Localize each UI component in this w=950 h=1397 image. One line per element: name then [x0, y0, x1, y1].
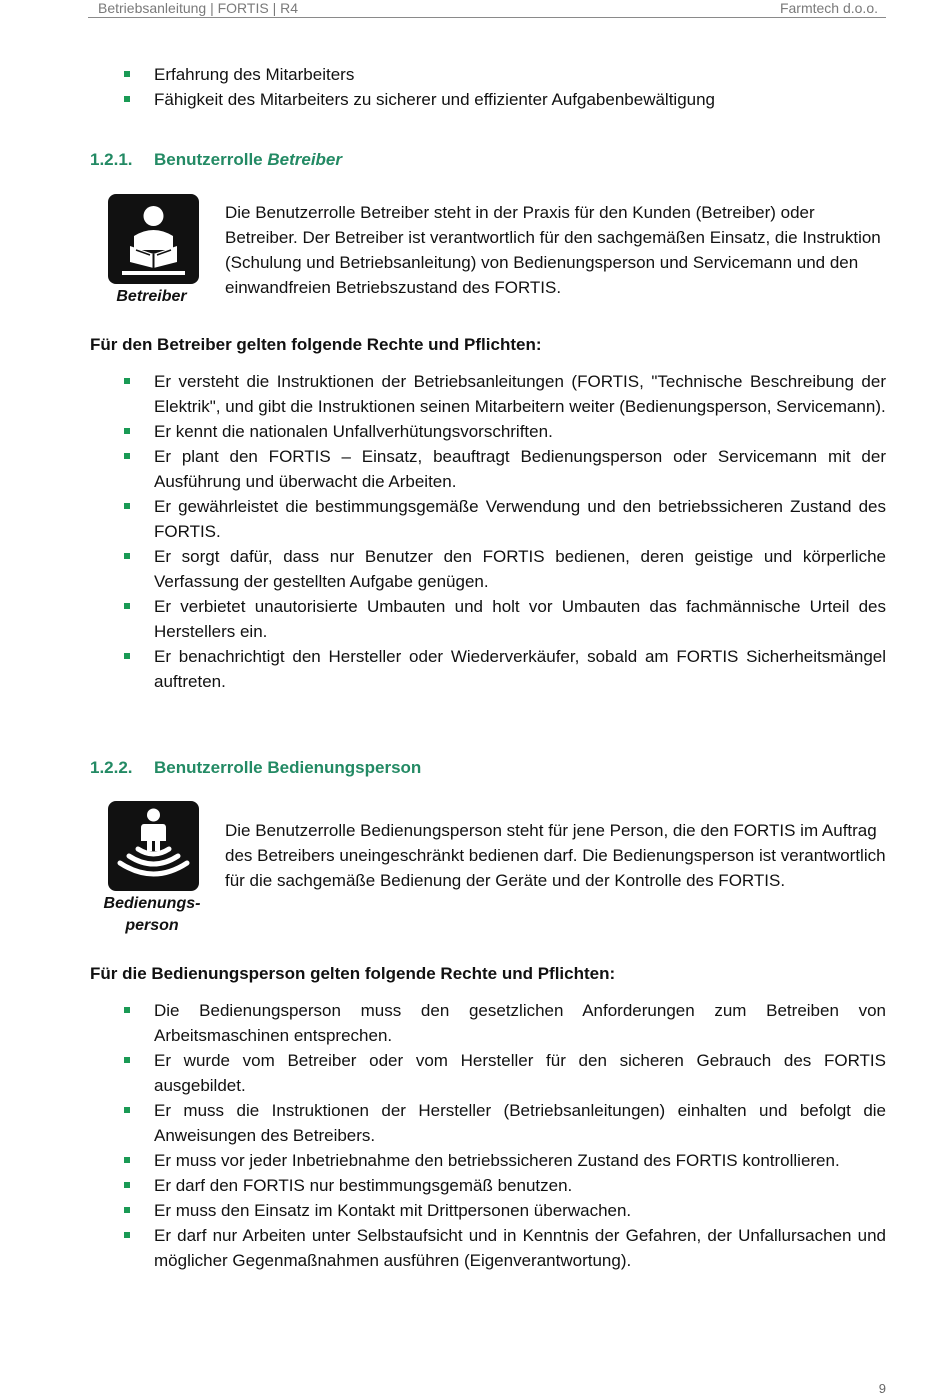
icon-caption-betreiber: Betreiber — [116, 288, 187, 305]
list-item: Fähigkeit des Mitarbeiters zu sicherer und effizienter Aufgabenbewältigung — [124, 87, 886, 112]
list-item: Er gewährleistet die bestimmungsgemäße Verwendung und den betriebssicheren Zustand des FORTIS. — [124, 494, 886, 544]
list-item: Die Bedienungsperson muss den gesetzlichen Anforderungen zum Betreiben von Arbeitsmaschinen entsprechen. — [124, 998, 886, 1048]
icon-caption-line2: person — [125, 917, 179, 934]
bullet-square-icon — [124, 1007, 130, 1013]
list-item: Er wurde vom Betreiber oder vom Hersteller für den sicheren Gebrauch des FORTIS ausgebildet. — [124, 1048, 886, 1098]
list-item: Er darf den FORTIS nur bestimmungsgemäß benutzen. — [124, 1173, 886, 1198]
page-header — [88, 0, 886, 18]
bullet-square-icon — [124, 96, 130, 102]
operator-reading-manual-icon — [108, 194, 199, 284]
section-heading-bedienungsperson — [90, 758, 421, 778]
list-item: Er sorgt dafür, dass nur Benutzer den FORTIS bedienen, deren geistige und körperliche Verfassung der gestellten Aufgabe genügen. — [124, 544, 886, 594]
bullet-square-icon — [124, 378, 130, 384]
bullet-square-icon — [124, 653, 130, 659]
bullet-square-icon — [124, 71, 130, 77]
bullet-square-icon — [124, 503, 130, 509]
icon-caption-bedienungsperson — [98, 893, 206, 937]
list-item: Er kennt die nationalen Unfallverhütungsvorschriften. — [124, 419, 886, 444]
bullet-square-icon — [124, 453, 130, 459]
duties-heading-bedienungsperson: Für die Bedienungsperson gelten folgende Rechte und Pflichten: — [90, 964, 616, 983]
list-item: Er benachrichtigt den Hersteller oder Wiederverkäufer, sobald am FORTIS Sicherheitsmängel auftreten. — [124, 644, 886, 694]
list-item: Er muss die Instruktionen der Hersteller (Betriebsanleitungen) einhalten und befolgt die Anweisungen des Betreibers. — [124, 1098, 886, 1148]
list-item: Er darf nur Arbeiten unter Selbstaufsicht und in Kenntnis der Gefahren, der Unfallursachen und möglicher Gegenmaßnahmen ausführen (Eigenverantwortung). — [124, 1223, 886, 1273]
bullet-square-icon — [124, 1057, 130, 1063]
operator-person-signal-icon — [108, 801, 199, 891]
bullet-square-icon — [124, 1232, 130, 1238]
list-item: Er versteht die Instruktionen der Betriebsanleitungen (FORTIS, "Technische Beschreibung der Elektrik", und gibt die Instruktionen seinen Mitarbeitern weiter (Bedienungsperson, Servicemann). — [124, 369, 886, 419]
role-description-betreiber: Die Benutzerrolle Betreiber steht in der Praxis für den Kunden (Betreiber) oder Betreiber. Der Betreiber ist verantwortlich für den sachgemäßen Einsatz, die Instruktion (Schulung und Betriebsanleitung) von Bedienungsperson und Servicemann und den einwandfreien Betriebszustand des FORTIS. — [225, 203, 881, 297]
intro-bullet-list — [124, 62, 886, 112]
bullet-square-icon — [124, 428, 130, 434]
bullet-square-icon — [124, 553, 130, 559]
list-item: Er muss den Einsatz im Kontakt mit Drittpersonen überwachen. — [124, 1198, 886, 1223]
page-number: 9 — [878, 1381, 886, 1396]
list-item: Erfahrung des Mitarbeiters — [124, 62, 886, 87]
list-item: Er plant den FORTIS – Einsatz, beauftragt Bedienungsperson oder Servicemann mit der Ausführung und überwacht die Arbeiten. — [124, 444, 886, 494]
section-title: Benutzerrolle Bedienungsperson — [154, 758, 422, 777]
bullet-square-icon — [124, 1207, 130, 1213]
bullet-square-icon — [124, 1107, 130, 1113]
bullet-square-icon — [124, 603, 130, 609]
icon-caption-line1: Bedienungs- — [103, 895, 201, 912]
duties-heading-betreiber: Für den Betreiber gelten folgende Rechte und Pflichten: — [90, 335, 542, 354]
bullet-square-icon — [124, 1157, 130, 1163]
header-document-title: Betriebsanleitung | FORTIS | R4 — [98, 0, 298, 16]
header-company: Farmtech d.o.o. — [779, 0, 878, 16]
section-heading-betreiber — [90, 150, 342, 170]
bullet-square-icon — [124, 1182, 130, 1188]
role-description-bedienungsperson: Die Benutzerrolle Bedienungsperson steht für jene Person, die den FORTIS im Auftrag des Betreibers uneingeschränkt bedienen darf. Die Bedienungsperson ist verantwortlich für die sachgemäße Bedienung der Geräte und der Kontrolle des FORTIS. — [225, 821, 886, 890]
duties-list-bedienungsperson — [124, 998, 886, 1273]
section-number: 1.2.1. — [90, 150, 133, 169]
duties-list-betreiber — [124, 369, 886, 694]
list-item: Er verbietet unautorisierte Umbauten und holt vor Umbauten das fachmännische Urteil des Herstellers ein. — [124, 594, 886, 644]
list-item: Er muss vor jeder Inbetriebnahme den betriebssicheren Zustand des FORTIS kontrollieren. — [124, 1148, 886, 1173]
section-number: 1.2.2. — [90, 758, 133, 777]
section-title-prefix: Benutzerrolle — [154, 150, 268, 169]
section-title-emphasis: Betreiber — [267, 150, 342, 169]
